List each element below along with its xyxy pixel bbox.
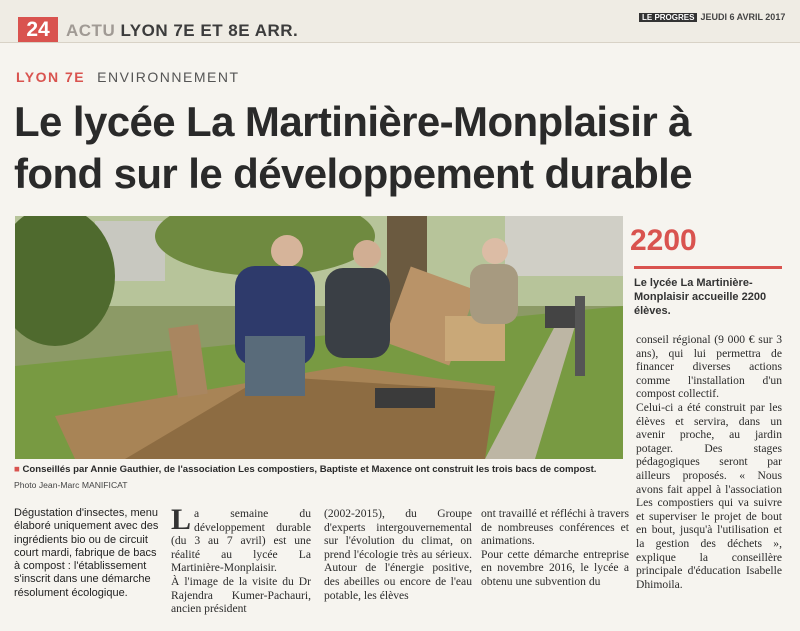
body-paragraph: Celui-ci a été construit par les élèves et servira, dans un avenir proche, au jardin potager. Des stages pédagogiques seront par ailleurs proposés. « Nous avons fait appel à l'association Les compostiers qui va suivre et superviser le projet de bout en bout, jusqu'à l'utilisation et la gestion des déchets », explique la conseillère principale d'éducation Isabelle Dhimoila. — [636, 400, 782, 591]
masthead — [639, 12, 785, 22]
caption-square-icon: ■ — [14, 464, 20, 475]
kicker-category: ENVIRONNEMENT — [97, 69, 240, 85]
photo-credit: Photo Jean-Marc MANIFICAT — [14, 480, 128, 490]
body-paragraph: Pour cette démarche entreprise en novembre 2016, le lycée a obtenu une subvention du — [481, 547, 629, 588]
page-number: 24 — [18, 17, 58, 42]
body-column-4 — [636, 333, 782, 591]
body-column-2 — [324, 507, 472, 602]
stat-text: Le lycée La Martinière-Monplaisir accueille 2200 élèves. — [634, 277, 767, 317]
issue-date: JEUDI 6 AVRIL 2017 — [700, 12, 786, 22]
stat-divider — [634, 266, 782, 269]
section-title: LYON 7E ET 8E ARR. — [120, 21, 299, 40]
article-lead: Dégustation d'insectes, menu élaboré uniquement avec des ingrédients bio ou de circuit court mardi, fabrique de bacs à compost : l'établissement s'inscrit dans une démarche résolument écologique. — [14, 507, 159, 599]
body-paragraph: ont travaillé et réfléchi à travers de nombreuses conférences et animations. — [481, 507, 629, 548]
headline: Le lycée La Martinière-Monplaisir à fond sur le développement durable — [14, 98, 692, 197]
body-column-1 — [171, 503, 311, 616]
section-prefix: ACTU — [66, 21, 116, 40]
caption-text: Conseillés par Annie Gauthier, de l'association Les compostiers, Baptiste et Maxence ont construit les trois bacs de compost. — [22, 464, 597, 475]
body-paragraph: (2002-2015), du Groupe d'experts intergouvernemental sur l'évolution du climat, on prend l'écologie très au sérieux. Autour de l'énergie positive, des abeilles ou encore de l'eau potable, les élèves — [324, 507, 472, 602]
compost-scene-illustration — [15, 216, 623, 459]
article-kicker — [16, 69, 240, 85]
kicker-city: LYON 7E — [16, 69, 86, 85]
paper-logo: LE PROGRES — [639, 13, 697, 22]
body-paragraph: a semaine du développement durable (du 3 au 7 avril) est une réalité au lycée La Martinière-Monplaisir. — [171, 507, 311, 575]
stat-number: 2200 — [630, 224, 697, 257]
body-paragraph: conseil régional (9 000 € sur 3 ans), qui lui permettra de financer diverses actions comme l'installation d'un compost collectif. — [636, 333, 782, 401]
article-photo — [15, 216, 623, 459]
body-paragraph: À l'image de la visite du Dr Rajendra Kumer-Pachauri, ancien président — [171, 574, 311, 616]
section-header — [66, 21, 298, 41]
stat-box — [630, 216, 782, 322]
drop-cap: L — [171, 503, 192, 536]
body-column-3 — [481, 507, 629, 589]
photo-caption — [14, 464, 629, 476]
